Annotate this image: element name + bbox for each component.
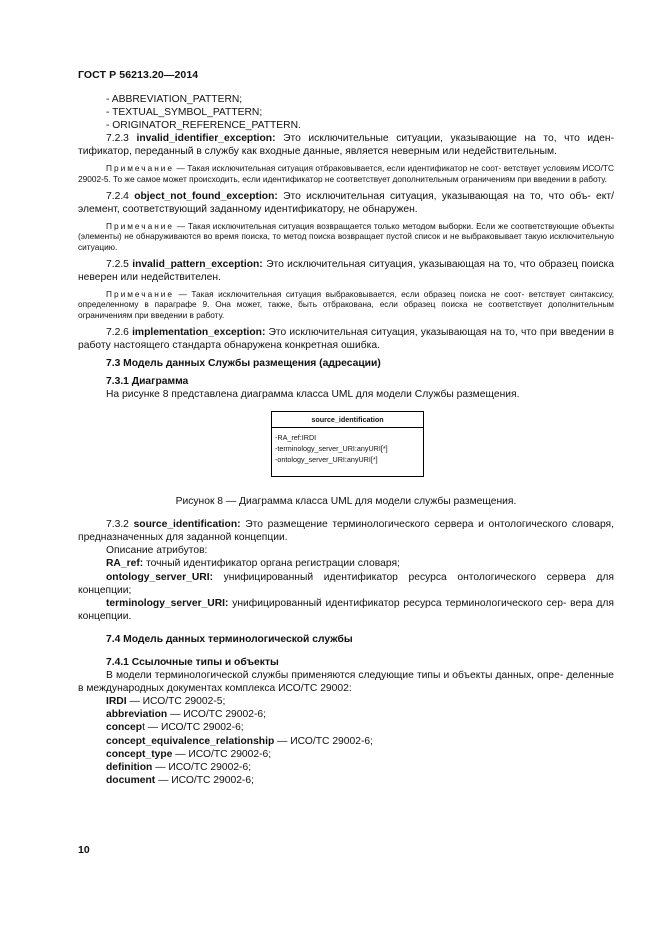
- type-item: document — ИСО/ТС 29002-6;: [106, 774, 254, 786]
- list-item: - ABBREVIATION_PATTERN;: [106, 94, 243, 105]
- paragraph-7-4-1: В модели терминологической службы применяются следующие типы и объекты данных, опре- деленные в международных документах комплекса ИСО/ТС 29002:: [78, 670, 614, 695]
- type-item: IRDI — ИСО/ТС 29002-5;: [106, 696, 226, 708]
- figure-caption: Рисунок 8 — Диаграмма класса UML для модели службы размещения.: [175, 496, 517, 508]
- uml-attribute: -ontology_server_URI:anyURI[*]: [275, 455, 378, 465]
- page-body: [78, 93, 614, 787]
- attributes-label: Описание атрибутов:: [106, 545, 208, 557]
- list-item: - TEXTUAL_SYMBOL_PATTERN;: [106, 107, 263, 119]
- clause-7-2-6: 7.2.6 implementation_exception: Это исключительная ситуация, указывающая на то, что при введении в работу настоящего стандарта обнаружена конкретная ошибка.: [78, 326, 614, 351]
- attribute-description: RA_ref: точный идентификатор органа регистрации словаря;: [106, 558, 400, 570]
- uml-class-box: [271, 411, 424, 477]
- clause-7-2-3: 7.2.3 invalid_identifier_exception: Это исключительные ситуации, указывающие на то, что иден- тификатор, переданный в службу как входные данные, является неверным или недействительным.: [78, 133, 614, 158]
- clause-7-2-5: 7.2.5 invalid_pattern_exception: Это исключительная ситуация, указывающая на то, что образец поиска неверен или недействителен.: [78, 258, 614, 283]
- section-heading-7-3-1: 7.3.1 Диаграмма: [106, 375, 189, 387]
- uml-attribute: -terminology_server_URI:anyURI[*]: [275, 444, 388, 454]
- section-heading-7-4-1: 7.4.1 Ссылочные типы и объекты: [106, 657, 279, 668]
- attribute-description: terminology_server_URI: унифицированный идентификатор ресурса терминологического сер- вера для концепции.: [78, 597, 614, 622]
- page-number: 10: [78, 844, 90, 856]
- note-3: Примечание — Такая исключительная ситуация выбраковывается, если образец поиска не соот- ветствует синтаксису, определенному в параграфе 9. Она может, также, быть отбракована, если образец поиска не соответствует дополнительным ограничениям при введении в работу.: [78, 288, 614, 320]
- type-item: definition — ИСО/ТС 29002-6;: [106, 761, 252, 773]
- type-item: abbreviation — ИСО/ТС 29002-6;: [106, 709, 266, 721]
- paragraph-7-3-1: На рисунке 8 представлена диаграмма класса UML для модели Службы размещения.: [106, 388, 520, 400]
- document-header: ГОСТ Р 56213.20—2014: [78, 69, 199, 81]
- section-heading-7-4: 7.4 Модель данных терминологической службы: [106, 633, 353, 645]
- type-item: concept — ИСО/ТС 29002-6;: [106, 722, 244, 734]
- type-item: concept_type — ИСО/ТС 29002-6;: [106, 748, 272, 760]
- attribute-description: ontology_server_URI: унифицированный идентификатор ресурса онтологического сервера для концепции;: [78, 571, 614, 596]
- section-heading-7-3: 7.3 Модель данных Службы размещения (адресации): [106, 357, 381, 369]
- clause-7-3-2: 7.3.2 source_identification: Это размещение терминологического сервера и онтологического словаря, предназначенных для заданной концепции.: [78, 519, 614, 544]
- clause-7-2-4: 7.2.4 object_not_found_exception: Это исключительная ситуация, указывающая на то, что объ- ект/элемент, соответствующий заданному идентификатору, не обнаружен.: [78, 190, 614, 215]
- type-item: concept_equivalence_relationship — ИСО/ТС 29002-6;: [106, 735, 373, 747]
- uml-figure: [78, 411, 614, 495]
- uml-attribute: -RA_ref:IRDI: [275, 433, 317, 443]
- note-1: Примечание — Такая исключительная ситуация отбраковывается, если идентификатор не соот- ветствует условиям ИСО/ТС 29002-5. То же самое может происходить, если идентификатор не соответствует дополнительным ограничениям при введении в работу.: [78, 163, 614, 185]
- list-item: - ORIGINATOR_REFERENCE_PATTERN.: [106, 120, 301, 132]
- note-2: Примечание — Такая исключительная ситуация возвращается только методом выборки. Если же соответствующие объекты (элементы) не обнаруживаются во время поиска, то метод поиска возвращает пустой список и не выбраковывает такую исключительную ситуацию.: [78, 220, 614, 253]
- uml-class-name: source_identification: [272, 412, 423, 428]
